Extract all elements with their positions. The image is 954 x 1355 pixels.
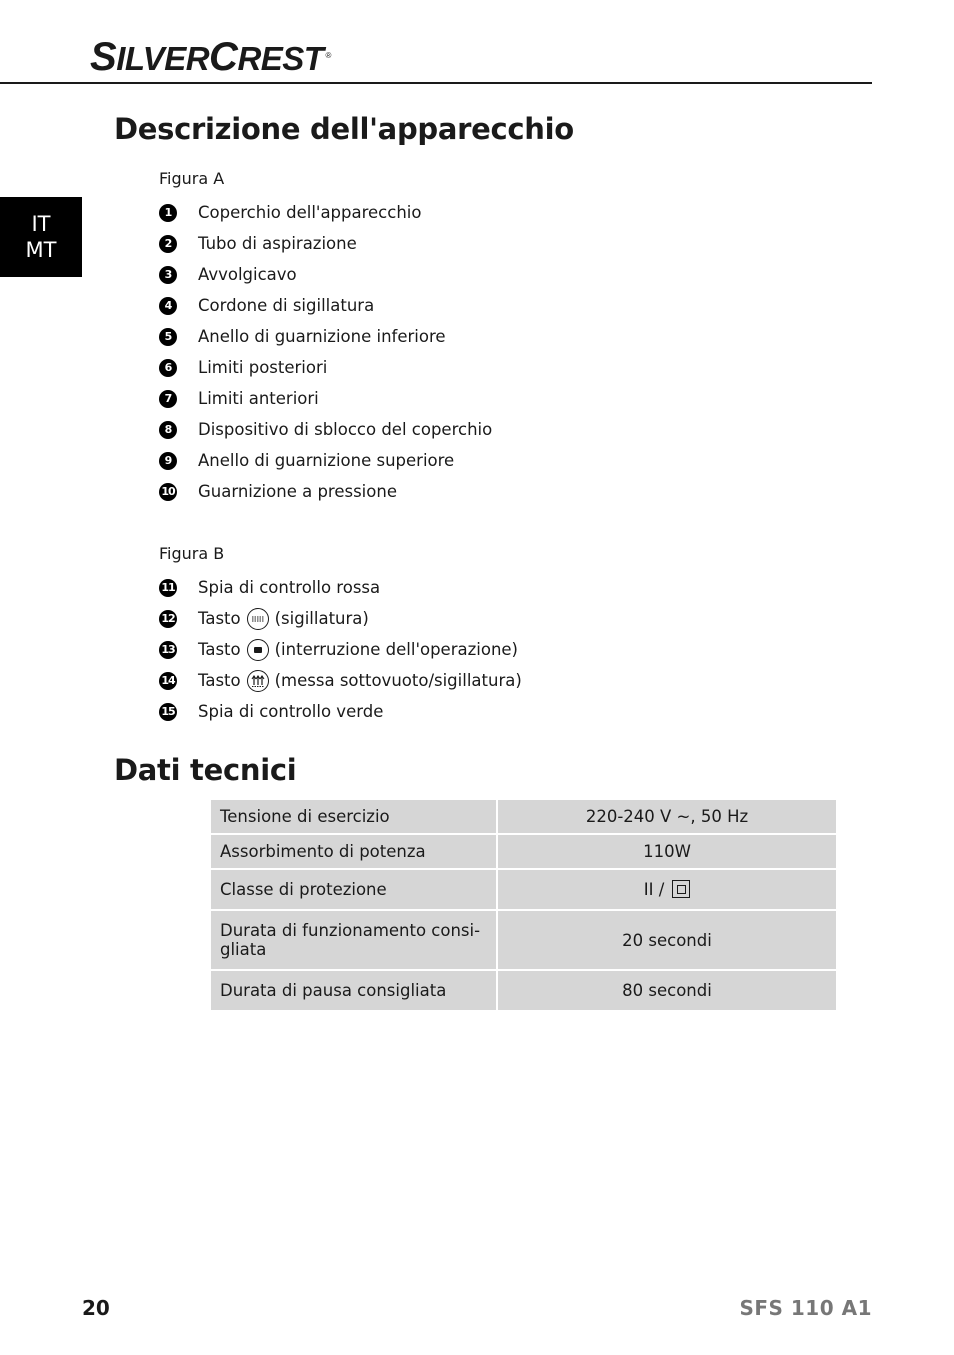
part-label: Limiti posteriori	[198, 358, 328, 377]
part-number-badge: 7	[159, 390, 177, 408]
figure-b-label: Figura B	[159, 544, 225, 563]
part-number-badge: 2	[159, 235, 177, 253]
part-list-item	[159, 414, 492, 445]
part-label: Spia di controllo rossa	[198, 578, 381, 597]
part-number-badge: 11	[159, 579, 177, 597]
spec-label: Durata di pausa consigliata	[211, 971, 496, 1010]
part-number-badge: 13	[159, 641, 177, 659]
spec-value-text: II /	[643, 880, 665, 899]
model-number: SFS 110 A1	[739, 1296, 872, 1320]
part-label: Anello di guarnizione inferiore	[198, 327, 446, 346]
part-label: (interruzione dell'operazione)	[274, 640, 518, 659]
part-number-badge: 15	[159, 703, 177, 721]
table-row	[211, 800, 836, 833]
part-list-item	[159, 445, 492, 476]
stop-button-icon	[247, 639, 269, 661]
part-list-item	[159, 603, 522, 634]
figure-a-label: Figura A	[159, 169, 225, 188]
part-number-badge: 5	[159, 328, 177, 346]
spec-label: Assorbimento di potenza	[211, 835, 496, 868]
table-row	[211, 870, 836, 909]
part-label: Spia di controllo verde	[198, 702, 384, 721]
part-label-prefix: Tasto	[198, 671, 241, 690]
table-row	[211, 911, 836, 969]
part-label: Guarnizione a pressione	[198, 482, 397, 501]
lang-code-it: IT	[31, 212, 51, 236]
part-label: (messa sottovuoto/sigillatura)	[274, 671, 522, 690]
part-number-badge: 12	[159, 610, 177, 628]
vacuum-seal-button-icon	[247, 670, 269, 692]
part-list-item	[159, 634, 522, 665]
part-list-item	[159, 321, 492, 352]
part-label: Anello di guarnizione superiore	[198, 451, 455, 470]
table-row	[211, 835, 836, 868]
part-number-badge: 6	[159, 359, 177, 377]
part-list-item	[159, 352, 492, 383]
part-list-item	[159, 696, 522, 727]
part-label-prefix: Tasto	[198, 640, 241, 659]
part-list-item	[159, 476, 492, 507]
spec-value: 80 secondi	[498, 971, 836, 1010]
part-number-badge: 10	[159, 483, 177, 501]
spec-label: Classe di protezione	[211, 870, 496, 909]
brand-logo: SILVERCREST ®	[90, 35, 331, 79]
spec-label: Tensione di esercizio	[211, 800, 496, 833]
protection-class-ii-icon	[672, 880, 690, 898]
part-list-item	[159, 197, 492, 228]
part-label: Dispositivo di sblocco del coperchio	[198, 420, 493, 439]
spec-value: 220-240 V ~, 50 Hz	[498, 800, 836, 833]
part-label: Cordone di sigillatura	[198, 296, 375, 315]
part-label: Limiti anteriori	[198, 389, 319, 408]
part-label: (sigillatura)	[274, 609, 369, 628]
section-title-description: Descrizione dell'apparecchio	[114, 112, 574, 146]
figure-a-parts-list	[159, 197, 492, 507]
part-number-badge: 1	[159, 204, 177, 222]
part-list-item	[159, 665, 522, 696]
spec-value: 20 secondi	[498, 911, 836, 969]
part-list-item	[159, 383, 492, 414]
spec-value	[498, 870, 836, 909]
part-list-item	[159, 572, 522, 603]
language-tab	[0, 197, 82, 277]
part-list-item	[159, 290, 492, 321]
technical-data-table	[209, 798, 838, 1012]
table-row	[211, 971, 836, 1010]
page-number: 20	[82, 1296, 110, 1320]
part-list-item	[159, 228, 492, 259]
part-label: Coperchio dell'apparecchio	[198, 203, 422, 222]
figure-b-parts-list	[159, 572, 522, 727]
part-label: Tubo di aspirazione	[198, 234, 357, 253]
spec-value: 110W	[498, 835, 836, 868]
part-number-badge: 8	[159, 421, 177, 439]
part-number-badge: 3	[159, 266, 177, 284]
header-rule	[0, 82, 872, 84]
part-number-badge: 14	[159, 672, 177, 690]
spec-label: Durata di funzionamento consi- gliata	[211, 911, 496, 969]
section-title-technical-data: Dati tecnici	[114, 753, 297, 787]
part-number-badge: 4	[159, 297, 177, 315]
seal-button-icon	[247, 608, 269, 630]
part-label-prefix: Tasto	[198, 609, 241, 628]
part-list-item	[159, 259, 492, 290]
lang-code-mt: MT	[25, 238, 57, 262]
part-number-badge: 9	[159, 452, 177, 470]
part-label: Avvolgicavo	[198, 265, 297, 284]
